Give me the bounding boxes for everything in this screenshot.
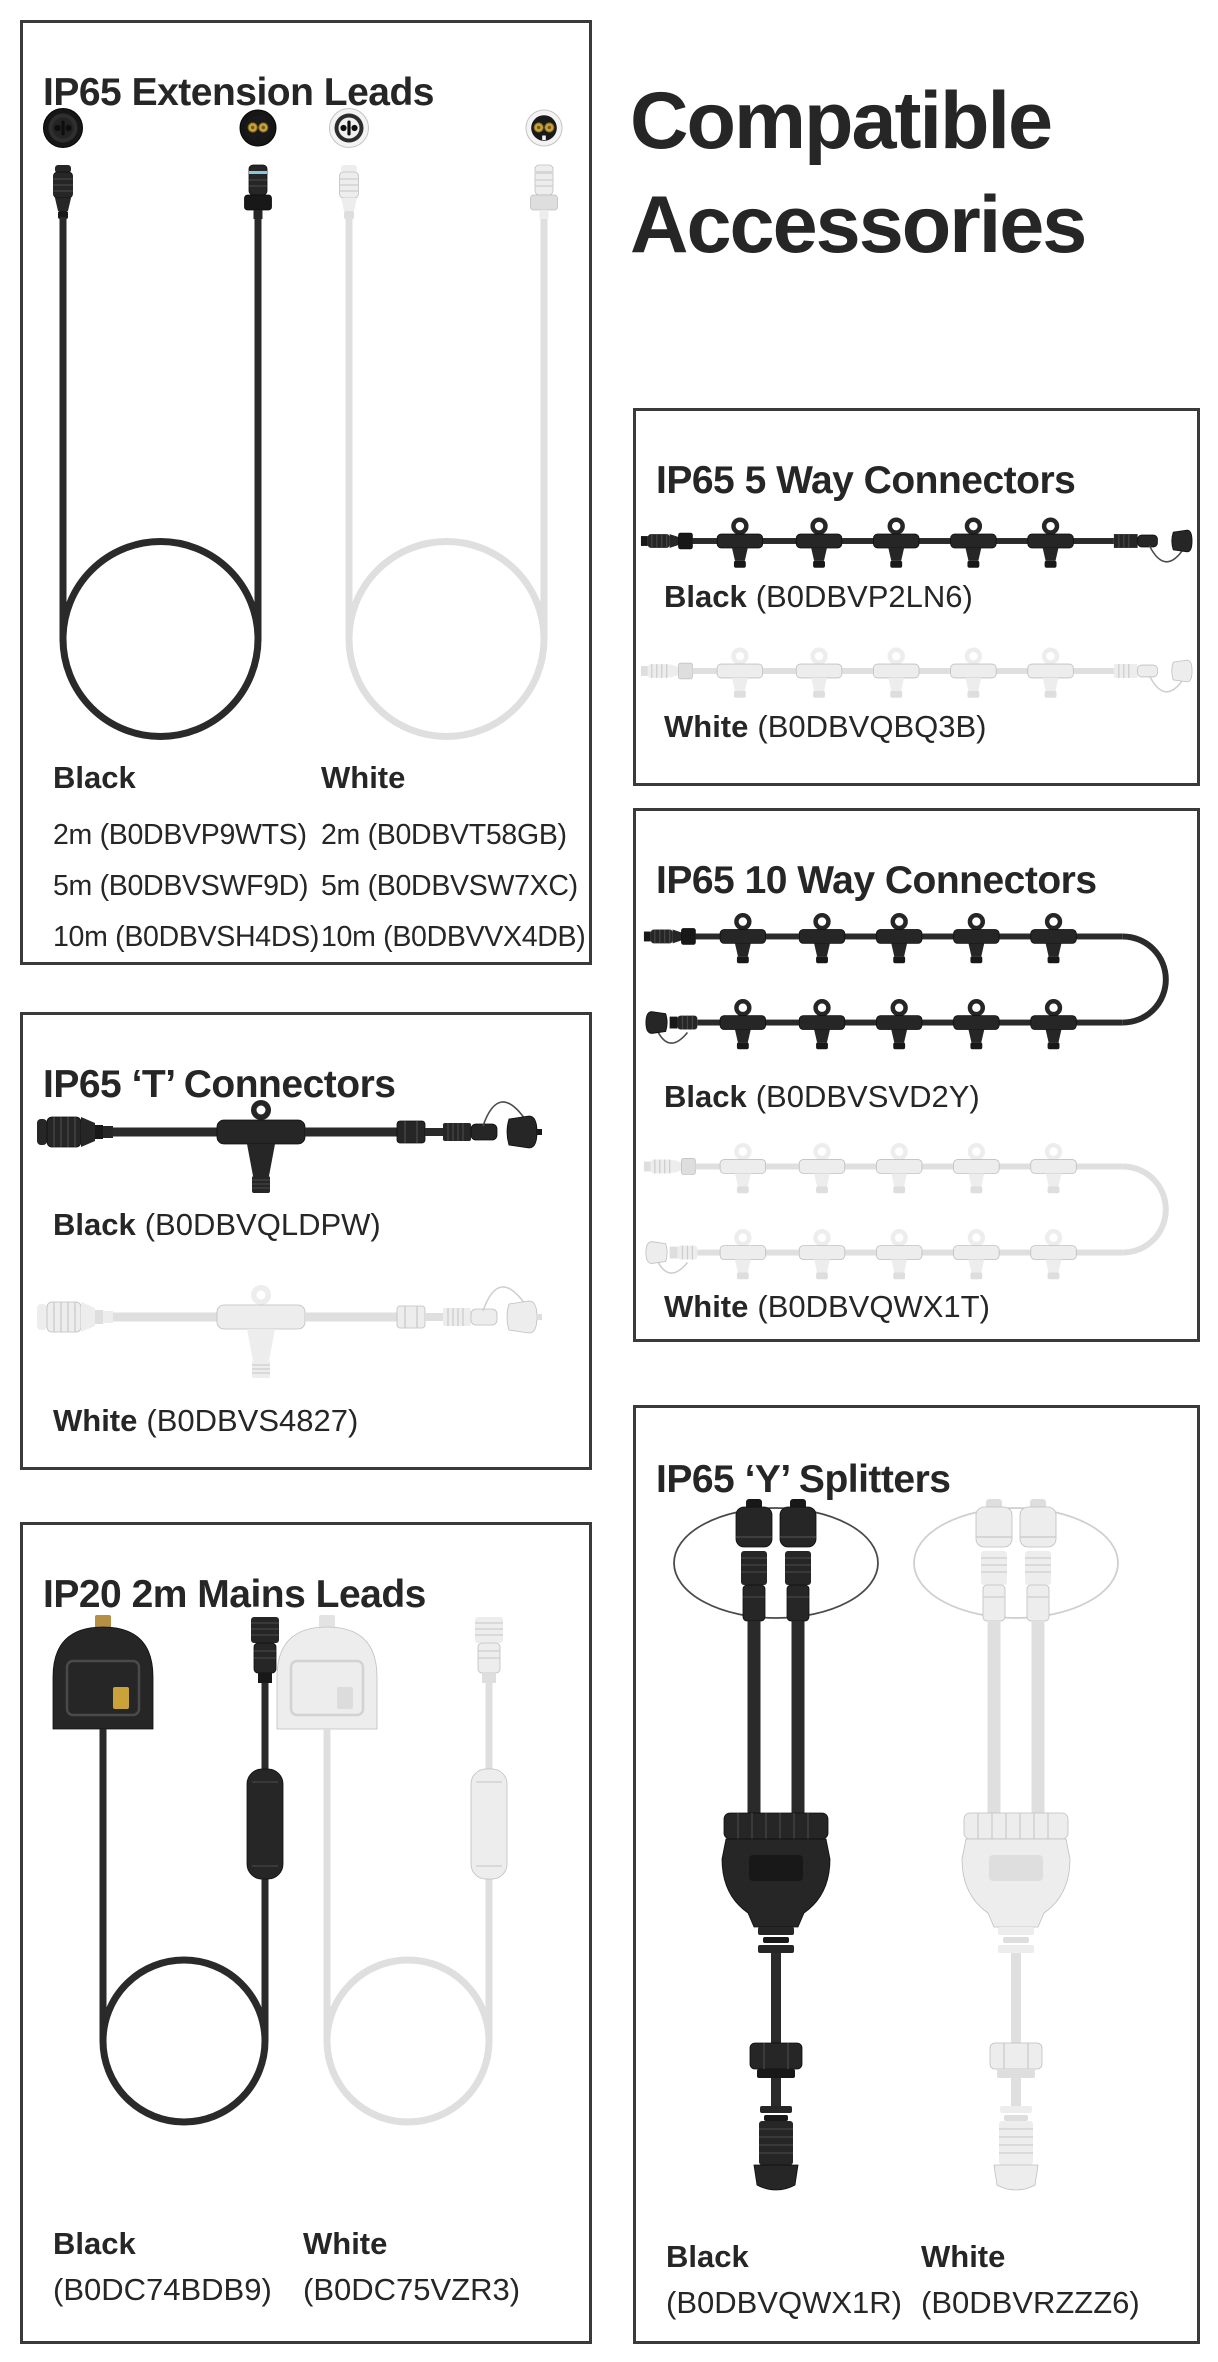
five-way-white-image: [636, 636, 1197, 706]
t-connector-black-image: [23, 1070, 589, 1220]
y-splitter-white-label: White (B0DBVRZZZ6): [921, 2239, 1140, 2320]
section-extension-leads: [20, 20, 592, 965]
t-connectors-title: IP65 ‘T’ Connectors: [43, 1063, 396, 1107]
section-y-splitters: [633, 1405, 1200, 2344]
y-splitter-black-image: [646, 1493, 926, 2193]
extension-white-size-2m: 2m (B0DBVT58GB): [321, 819, 567, 851]
five-way-title: IP65 5 Way Connectors: [656, 459, 1076, 503]
five-way-black-image: [636, 506, 1197, 576]
extension-leads-image: [23, 93, 589, 743]
section-t-connectors: [20, 1012, 592, 1470]
black-extension-lead-image: [44, 109, 277, 737]
five-way-black-label: Black (B0DBVP2LN6): [664, 579, 973, 614]
section-mains-leads: [20, 1522, 592, 2344]
section-five-way-connectors: [633, 408, 1200, 786]
ten-way-title: IP65 10 Way Connectors: [656, 859, 1097, 903]
mains-white-label: White (B0DC75VZR3): [303, 2226, 521, 2307]
page-title-line1: Compatible: [630, 76, 1052, 166]
ten-way-white-image: [636, 1126, 1197, 1296]
ten-way-white-label: White (B0DBVQWX1T): [664, 1289, 990, 1324]
mains-lead-white-image: [249, 1609, 529, 2149]
white-extension-lead-image: [330, 109, 563, 737]
extension-black-header: Black: [53, 760, 136, 795]
t-connector-white-label: White (B0DBVS4827): [53, 1403, 359, 1438]
extension-black-column: [53, 760, 319, 963]
section-ten-way-connectors: [633, 808, 1200, 1342]
y-splitter-black-label: Black (B0DBVQWX1R): [666, 2239, 902, 2320]
extension-black-size-10m: 10m (B0DBVSH4DS): [53, 921, 320, 953]
extension-white-header: White: [321, 760, 406, 795]
t-connector-white-image: [23, 1255, 589, 1405]
mains-leads-title: IP20 2m Mains Leads: [43, 1573, 426, 1617]
extension-black-size-2m: 2m (B0DBVP9WTS): [53, 819, 307, 851]
five-way-white-label: White (B0DBVQBQ3B): [664, 709, 987, 744]
y-splitter-white-image: [886, 1493, 1166, 2193]
page-title: [630, 70, 1085, 277]
y-splitters-title: IP65 ‘Y’ Splitters: [656, 1458, 951, 1502]
extension-white-size-10m: 10m (B0DBVVX4DB): [321, 921, 586, 953]
extension-black-size-5m: 5m (B0DBVSWF9D): [53, 870, 309, 902]
extension-leads-title: IP65 Extension Leads: [43, 71, 434, 115]
ten-way-black-label: Black (B0DBVSVD2Y): [664, 1079, 980, 1114]
extension-white-size-5m: 5m (B0DBVSW7XC): [321, 870, 578, 902]
t-connector-black-label: Black (B0DBVQLDPW): [53, 1207, 381, 1242]
mains-black-label: Black (B0DC74BDB9): [53, 2226, 272, 2307]
ten-way-black-image: [636, 896, 1197, 1066]
page-title-line2: Accessories: [630, 179, 1086, 270]
extension-white-column: [321, 760, 585, 963]
